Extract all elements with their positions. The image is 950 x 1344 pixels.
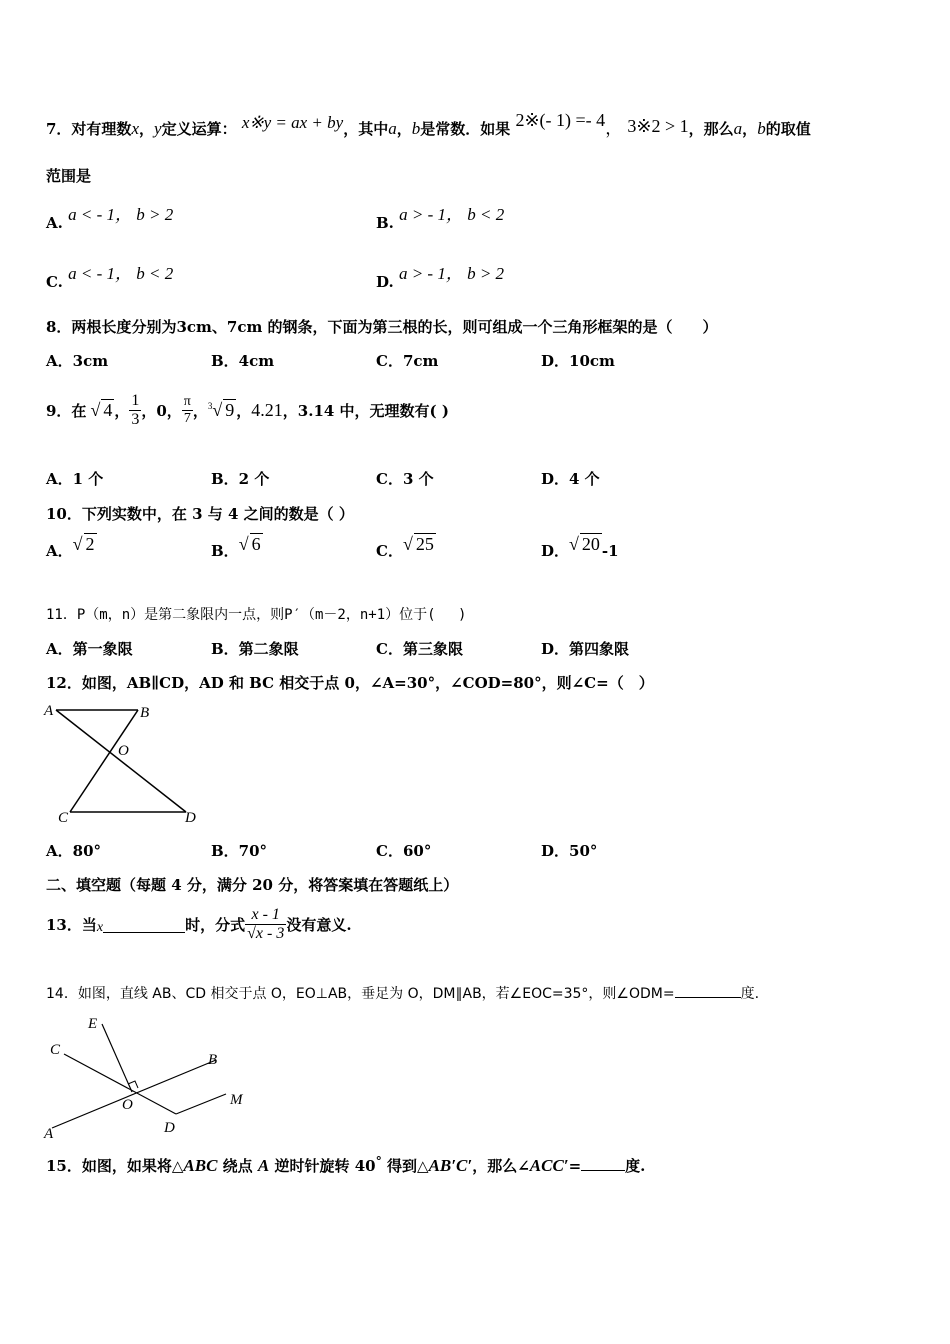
q12-stem: 12．如图，AB∥CD，AD 和 BC 相交于点 0，∠A=30°，∠COD=80°，则∠C=（ ） <box>46 674 654 692</box>
radicand: 2 <box>85 534 95 554</box>
q10-option-c[interactable] <box>376 534 436 561</box>
q8-option-d[interactable]: D．10cm <box>541 352 615 370</box>
q15-text: 绕点 <box>217 1157 258 1175</box>
q10-option-a[interactable] <box>46 534 97 561</box>
option-label: B. <box>376 214 394 232</box>
radicand: 6 <box>251 534 261 554</box>
q7-var-a: a <box>388 119 397 138</box>
q9-stem <box>46 385 449 435</box>
q14-text: 14．如图，直线 AB、CD 相交于点 O，EO⊥AB，垂足为 O，DM∥AB，若∠EOC=35°，则∠ODM= <box>46 986 675 1002</box>
label-a: A <box>44 703 54 719</box>
q7-stem-line1 <box>46 110 811 139</box>
q15-point-a: A <box>257 1156 270 1175</box>
option-label: C． <box>376 542 403 560</box>
option-label: A. <box>46 214 63 232</box>
line-ab <box>52 1060 216 1128</box>
q15-text: 度. <box>625 1157 646 1175</box>
denominator: √x - 3 <box>247 924 285 942</box>
radicand: 25 <box>415 534 434 554</box>
label-d: D <box>164 1120 175 1136</box>
q10-option-b[interactable] <box>211 534 263 561</box>
option-label: B． <box>211 542 239 560</box>
q12-option-c[interactable]: C．60° <box>376 842 432 860</box>
label-c: C <box>50 1042 61 1058</box>
q10-stem: 10．下列实数中，在 3 与 4 之间的数是（ ） <box>46 505 354 523</box>
q7-var-x: x <box>131 119 139 138</box>
q9-text: 9．在 <box>46 401 87 420</box>
option-math: a > - 1， b > 2 <box>398 264 505 283</box>
segment-bc <box>70 710 138 812</box>
q7-text: 7．对有理数 <box>46 120 132 138</box>
sqrt-expression: √ 2 <box>72 534 95 554</box>
q15-angle-acc: ACC′ <box>529 1156 569 1175</box>
q15-stem <box>46 1153 645 1176</box>
q13-fraction <box>245 906 286 943</box>
q8-stem: 8．两根长度分别为3cm、7cm 的钢条，下面为第三根的长，则可组成一个三角形框架的是（ ） <box>46 318 718 336</box>
q12-option-d[interactable]: D．50° <box>541 842 598 860</box>
q8-option-b[interactable]: B．4cm <box>211 352 275 370</box>
q9-text: ， <box>114 401 130 420</box>
q9-fraction-pi-7 <box>182 394 193 427</box>
numerator: π <box>183 393 191 409</box>
q7-formula: x※y = ax + by <box>241 113 344 132</box>
q12-option-a[interactable]: A．80° <box>46 842 102 860</box>
q7-text: 定义运算： <box>161 120 237 138</box>
q12-figure <box>40 698 210 828</box>
radicand: 4 <box>103 399 113 420</box>
q7-text: ，其中 <box>343 120 389 138</box>
q8-option-c[interactable]: C．7cm <box>376 352 439 370</box>
label-c: C <box>58 810 69 826</box>
q9-text: ，0， <box>141 401 182 420</box>
q11-option-c[interactable]: C．第三象限 <box>376 640 463 658</box>
q13-answer-blank[interactable] <box>103 916 185 933</box>
q13-stem <box>46 900 352 948</box>
q13-text: 时，分式 <box>185 915 246 934</box>
q14-figure <box>40 1012 260 1144</box>
q7-sep: ， <box>605 119 623 138</box>
numerator: x - 1 <box>245 906 286 925</box>
label-b: B <box>208 1052 218 1068</box>
label-o: O <box>118 743 129 759</box>
q14-answer-blank[interactable] <box>675 983 741 998</box>
q9-text: ， <box>236 401 252 420</box>
label-o: O <box>122 1097 133 1113</box>
q11-stem: 11．P（m，n）是第二象限内一点，则P′（m－2，n+1）位于( ) <box>46 607 467 623</box>
label-m: M <box>230 1092 243 1108</box>
radicand: 9 <box>225 399 235 420</box>
q7-option-b[interactable] <box>376 205 505 233</box>
q15-triangle-abc-prime: AB′C′ <box>428 1156 473 1175</box>
q9-option-b[interactable]: B．2 个 <box>211 470 270 488</box>
q15-degree: ° <box>375 1153 382 1168</box>
q14-text: 度. <box>740 986 760 1002</box>
q15-text: 逆时针旋转 40 <box>269 1157 376 1175</box>
sqrt-expression: √ 20 <box>569 534 600 554</box>
q15-text: = <box>568 1157 582 1175</box>
q7-var-y: y <box>154 119 162 138</box>
q7-sep: ， <box>396 120 412 138</box>
q15-answer-blank[interactable] <box>581 1156 625 1171</box>
sqrt-expression: √ 25 <box>402 534 434 554</box>
q7-var-b: b <box>411 119 421 138</box>
q10-option-d[interactable] <box>541 534 619 561</box>
section-heading: 二、填空题（每题 4 分，满分 20 分，将答案填在答题纸上） <box>46 876 459 894</box>
q7-text: ，那么 <box>688 120 734 138</box>
q13-text: 没有意义. <box>286 915 352 934</box>
ray-dm <box>176 1094 226 1114</box>
q8-option-a[interactable]: A．3cm <box>46 352 109 370</box>
q7-condition-1: 2※(- 1) =- 4 <box>515 110 606 130</box>
option-tail: -1 <box>601 542 619 560</box>
q7-var-a: a <box>733 119 743 138</box>
option-label: A． <box>46 542 73 560</box>
option-label: C. <box>46 273 63 291</box>
q9-repeating-decimal: 4.21 <box>251 399 283 420</box>
q7-condition-2: 3※2 > 1 <box>627 116 689 136</box>
q13-var-x: x <box>96 920 104 935</box>
segment-ad <box>56 710 186 812</box>
option-label: D. <box>376 273 394 291</box>
q9-option-a[interactable]: A．1 个 <box>46 470 104 488</box>
q9-text: ， <box>192 401 208 420</box>
sqrt-expression: √ 6 <box>238 534 261 554</box>
q13-text: 13．当 <box>46 915 97 934</box>
q7-sep: ， <box>139 120 155 138</box>
denominator: 3 <box>131 410 140 428</box>
q15-text: 15．如图，如果将△ <box>46 1157 184 1175</box>
option-math: a < - 1， b < 2 <box>68 264 174 283</box>
option-math: a > - 1， b < 2 <box>399 205 505 224</box>
q7-var-b: b <box>757 119 766 138</box>
q15-text: ，那么∠ <box>472 1157 530 1175</box>
q15-text: 得到△ <box>381 1157 429 1175</box>
root-index: 3 <box>207 400 213 411</box>
q14-stem <box>46 983 759 1003</box>
q7-option-d[interactable] <box>376 264 505 292</box>
q9-cube-root-9: $^3$√ 9 <box>207 399 235 420</box>
option-math: a < - 1， b > 2 <box>68 205 174 224</box>
q7-option-a[interactable] <box>46 205 174 233</box>
q11-option-d[interactable]: D．第四象限 <box>541 640 630 658</box>
q11-option-b[interactable]: B．第二象限 <box>211 640 299 658</box>
q7-text: 是常数．如果 <box>420 120 511 138</box>
q9-fraction-1-3 <box>129 392 141 429</box>
q7-text: 的取值 <box>765 120 811 138</box>
label-a: A <box>44 1126 54 1142</box>
q9-text: ，3.14 中，无理数有( ) <box>282 401 449 420</box>
q7-option-c[interactable] <box>46 264 174 292</box>
q9-option-c[interactable]: C．3 个 <box>376 470 434 488</box>
radicand: x - 3 <box>255 924 285 942</box>
denominator: 7 <box>183 410 191 426</box>
numerator: 1 <box>131 391 140 409</box>
option-label: D． <box>541 542 570 560</box>
q11-option-a[interactable]: A．第一象限 <box>46 640 133 658</box>
label-b: B <box>140 705 150 721</box>
q12-option-b[interactable]: B．70° <box>211 842 268 860</box>
q9-sqrt-4: √ 4 <box>90 399 113 420</box>
q15-triangle-abc: ABC <box>183 1156 218 1175</box>
q9-option-d[interactable]: D．4 个 <box>541 470 600 488</box>
q7-stem-line2: 范围是 <box>46 167 92 185</box>
label-d: D <box>185 810 196 826</box>
label-e: E <box>88 1016 98 1032</box>
q7-sep: ， <box>742 120 758 138</box>
radicand: 20 <box>581 534 600 554</box>
